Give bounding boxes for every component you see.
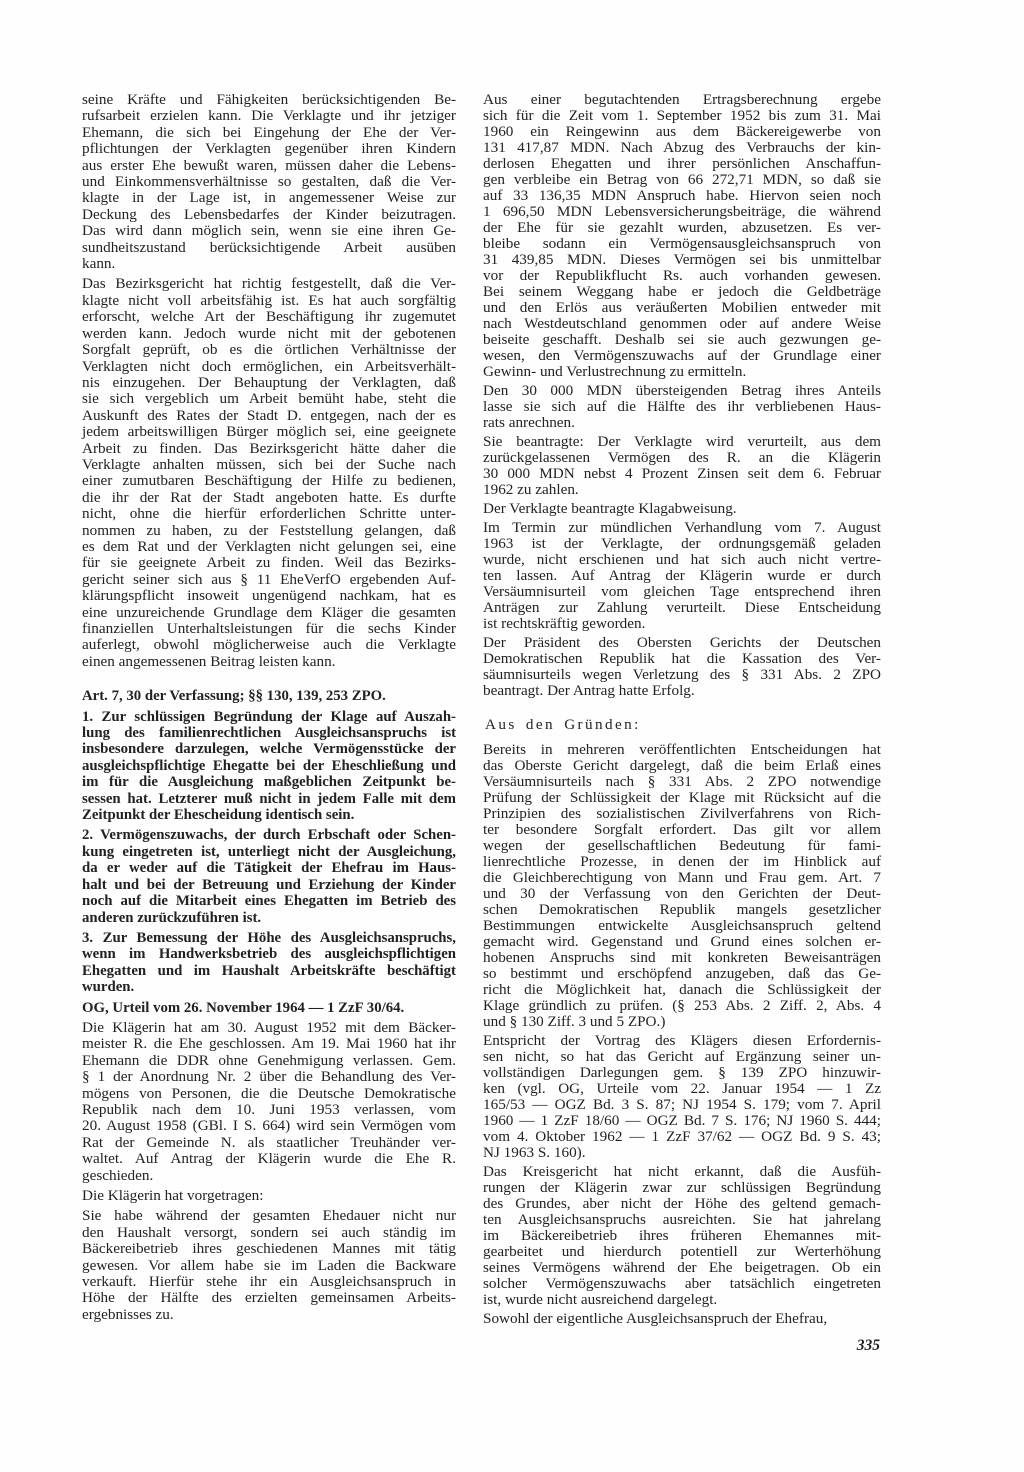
text-line: sie sich vergeblich um Arbeit bemüht habe, steht die xyxy=(82,390,456,408)
text-line: Rat der Gemeinde N. als staatlicher Treuhänder ver- xyxy=(82,1133,456,1151)
body-paragraph xyxy=(483,383,881,431)
text-line: nach Westdeutschland genommen oder auf andere Weise xyxy=(483,315,881,332)
text-line: NJ 1963 S. 160). xyxy=(483,1144,586,1161)
text-line: 1 696,50 MDN Lebensversicherungsbeiträge, die während xyxy=(483,203,881,220)
text-line: Gewinn- und Verlustrechnung zu ermitteln. xyxy=(483,363,747,380)
text-line: lung des familienrechtlichen Ausgleichsanspruchs ist xyxy=(82,725,456,742)
text-line: sen nicht, so hat das Gericht auf Ergänzung seiner un- xyxy=(483,1048,881,1065)
text-line: Anträgen zur Zahlung verurteilt. Diese Entscheidung xyxy=(483,599,881,616)
text-line: solcher Vermögenszuwachs aber tatsächlich eingetreten xyxy=(483,1275,881,1292)
text-line: so bestimmt und erschöpfend anzugeben, daß das Ge- xyxy=(483,965,881,982)
text-line: Sowohl der eigentliche Ausgleichsanspruch der Ehefrau, xyxy=(483,1310,828,1327)
text-line: zurückgelassenen Vermögen des R. an die Klägerin xyxy=(483,449,881,466)
text-line: Sie habe während der gesamten Ehedauer nicht nur xyxy=(82,1207,456,1225)
body-paragraph xyxy=(82,276,456,670)
text-line: rats anrechnen. xyxy=(483,414,575,431)
text-line: Den 30 000 MDN übersteigenden Betrag ihres Anteils xyxy=(483,382,881,399)
text-line: den Haushalt versorgt, sondern sei auch ständig im xyxy=(82,1223,456,1241)
text-line: sundheitszustand berücksichtigende Arbeit ausüben xyxy=(82,238,456,256)
text-line: noch auf die Mitarbeit eines Ehegatten im Betrieb des xyxy=(82,893,456,910)
text-line: da er weder auf die Tätigkeit der Ehefrau im Haus- xyxy=(82,860,456,877)
text-line: ten lassen. Auf Antrag der Klägerin wurde er durch xyxy=(483,567,881,584)
citation-heading-block xyxy=(82,688,456,704)
text-line: für sie geeignete Arbeit zu finden. Weil das Bezirks- xyxy=(82,554,456,572)
text-line: mögens von Personen, die die Deutsche Demokratische xyxy=(82,1084,456,1102)
text-line: auf 33 136,35 MDN Anspruch habe. Hiervon seien noch xyxy=(483,187,881,204)
text-line: derlosen Ehegatten und ihrer persönlichen Anschaffun- xyxy=(483,155,881,172)
text-line: nis einzugehen. Der Behauptung der Verklagten, daß xyxy=(82,373,456,391)
text-line: Versäumnisurteils nach § 331 Abs. 2 ZPO notwendige xyxy=(483,773,881,790)
text-line: Das wird dann möglich sein, wenn sie eine ihren Ge- xyxy=(82,222,456,240)
text-line: säumnisurteils wegen Verletzung des § 331 Abs. 2 ZPO xyxy=(483,666,881,683)
text-line: Auskunft des Rates der Stadt D. entgegen, nach der es xyxy=(82,406,456,424)
text-line: werden kann. Jedoch wurde nicht mit der gebotenen xyxy=(82,324,456,342)
text-line: Die Klägerin hat vorgetragen: xyxy=(82,1187,264,1204)
text-line: finanziellen Unterhaltsleistungen für die sechs Kinder xyxy=(82,620,456,637)
left-column xyxy=(82,92,456,1323)
text-line: 165/53 — OGZ Bd. 3 S. 87; NJ 1954 S. 179; vom 7. April xyxy=(483,1096,881,1113)
text-line: Die Klägerin hat am 30. August 1952 mit dem Bäcker- xyxy=(82,1018,456,1036)
text-line: vom 4. Oktober 1962 — 1 ZzF 37/62 — OGZ Bd. 9 S. 43; xyxy=(483,1128,881,1145)
text-line: ken (vgl. OG, Urteile vom 22. Januar 1954 — 1 Zz xyxy=(483,1080,881,1097)
text-line: 2. Vermögenszuwachs, der durch Erbschaft oder Schen- xyxy=(82,827,456,844)
text-line: seine Kräfte und Fähigkeiten berücksichtigenden Be- xyxy=(82,91,456,108)
text-line: nicht, ohne die hierfür erforderlichen Schritte unter- xyxy=(82,505,456,523)
text-line: Verklagten nicht doch ermöglichen, ein Arbeitsverhält- xyxy=(82,357,456,375)
text-line: 1960 — 1 ZzF 18/60 — OGZ Bd. 7 S. 176; NJ 1960 S. 444; xyxy=(483,1112,881,1129)
text-line: ist rechtskräftig geworden. xyxy=(483,615,646,632)
text-line: lasse sie sich auf die Hälfte des ihr verbliebenen Haus- xyxy=(483,398,881,415)
text-line: Prüfung der Schlüssigkeit der Klage mit Rücksicht auf die xyxy=(483,789,881,806)
text-line: Bei seinem Weggang habe er jedoch die Geldbeträge xyxy=(483,283,881,300)
body-paragraph xyxy=(483,92,881,380)
text-line: ter besondere Sorgfalt erfordert. Das gilt vor allem xyxy=(483,821,881,838)
text-line: 1960 ein Reingewinn aus dem Bäckereigewerbe von xyxy=(483,123,881,140)
text-line: beantragt. Der Antrag hatte Erfolg. xyxy=(483,682,695,699)
text-line: 31 439,85 MDN. Dieses Vermögen sei bis unmittelbar xyxy=(483,251,881,268)
text-line: im für die Ausgleichung maßgeblichen Zeitpunkt be- xyxy=(82,774,456,791)
text-line: gearbeitet und hierdurch potentiell zur Werterhöhung xyxy=(483,1243,881,1260)
text-line: 1. Zur schlüssigen Begründung der Klage auf Auszah- xyxy=(82,708,456,725)
text-line: im Bäckereibetrieb ihres früheren Ehemannes mit- xyxy=(483,1227,881,1244)
body-paragraph xyxy=(82,1208,456,1323)
text-line: schen Demokratischen Republik mangels gesetzlicher xyxy=(483,901,881,918)
text-line: jedem arbeitswilligen Bürger möglich sei, eine geeignete xyxy=(82,423,456,441)
text-line: Höhe der Hälfte des erzielten gemeinsamen Arbeits- xyxy=(82,1289,456,1307)
text-line: geschieden. xyxy=(82,1166,154,1184)
text-line: gericht seiner sich aus § 11 EheVerfO ergebenden Auf- xyxy=(82,570,456,588)
text-line: pflichtungen der Verklagten gegenüber ihren Kindern xyxy=(82,140,456,158)
text-line: der Ehe für sie gezahlt wurden, abzusetzen. Es ver- xyxy=(483,219,881,236)
text-line: Deckung des Lebensbedarfes der Kinder beizutragen. xyxy=(82,205,456,223)
text-line: Der Präsident des Obersten Gerichts der Deutschen xyxy=(483,634,881,651)
text-line: und Einkommensverhältnisse so gestalten, daß die Ver- xyxy=(82,173,456,191)
text-line: und 30 der Verfassung von den Gerichten der Deut- xyxy=(483,885,881,902)
text-line: Der Verklagte beantragte Klagabweisung. xyxy=(483,500,737,517)
text-line: einen angemessenen Beitrag leisten kann. xyxy=(82,652,336,670)
text-line: gemacht wird. Gegenstand und Grund eines solchen er- xyxy=(483,933,881,950)
text-line: Bereits in mehreren veröffentlichten Entscheidungen hat xyxy=(483,741,881,758)
text-line: Prinzipien des sozialistischen Zivilverfahrens von Rich- xyxy=(483,805,881,822)
text-line: Verklagte anhalten müssen, sich bei der Suche nach xyxy=(82,455,456,473)
text-line: ten Ausgleichsanspruchs ausreichten. Sie hat jahrelang xyxy=(483,1211,881,1228)
body-paragraph xyxy=(82,1188,456,1204)
text-line: 1962 zu zahlen. xyxy=(483,481,579,498)
text-line: das Oberste Gericht dargelegt, daß die beim Erlaß eines xyxy=(483,757,881,774)
text-line: Bäckereibetrieb ihres geschiedenen Mannes mit tätig xyxy=(82,1240,456,1258)
body-paragraph xyxy=(483,635,881,699)
text-line: vollständigen Darlegungen gem. § 139 ZPO hinzuwir- xyxy=(483,1064,881,1081)
text-line: Im Termin zur mündlichen Verhandlung vom 7. August xyxy=(483,519,881,536)
citation-heading: Art. 7, 30 der Verfassung; §§ 130, 139, 253 ZPO. xyxy=(82,688,386,705)
page-number: 335 xyxy=(856,1337,880,1354)
text-line: wegen der gesellschaftlichen Bedeutung für fami- xyxy=(483,837,881,854)
text-line: nommen zu haben, zu der Feststellung gelangen, daß xyxy=(82,521,456,539)
text-line: meister R. die Ehe geschlossen. Am 19. Mai 1960 hat ihr xyxy=(82,1035,456,1053)
text-line: rungen der Klägerin zwar zur schlüssigen Begründung xyxy=(483,1179,881,1196)
body-paragraph xyxy=(483,520,881,632)
text-line: gewesen. Vor allem habe sie im Laden die Backware xyxy=(82,1256,456,1274)
text-line: Sorgfalt geprüft, ob es die örtlichen Verhältnisse der xyxy=(82,341,456,359)
text-line: und § 130 Ziff. 3 und 5 ZPO.) xyxy=(483,1013,666,1030)
text-line: Demokratischen Republik hat die Kassation des Ver- xyxy=(483,650,881,667)
text-line: auferlegt, obwohl möglicherweise auch die Verklagte xyxy=(82,636,456,654)
text-line: Sie beantragte: Der Verklagte wird verurteilt, aus dem xyxy=(483,433,881,450)
text-line: einer zumutbaren Beschäftigung der Hilfe zu bedienen, xyxy=(82,472,456,490)
body-paragraph xyxy=(483,742,881,1030)
text-line: ist, wurde nicht ausreichend dargelegt. xyxy=(483,1291,718,1308)
text-line: erforscht, welche Art der Beschäftigung ihr zugemutet xyxy=(82,308,456,326)
body-paragraph xyxy=(483,501,881,517)
text-line: und den Erlös aus veräußerten Mobilien entweder mit xyxy=(483,299,881,316)
right-column xyxy=(483,92,881,1327)
headnote-paragraph xyxy=(82,827,456,925)
text-line: wurden. xyxy=(82,979,135,996)
text-line: hobenen Anspruchs sind mit konkreten Beweisanträgen xyxy=(483,949,881,966)
text-line: ergebnisses zu. xyxy=(82,1305,174,1323)
decision-reference-block xyxy=(82,1000,456,1016)
body-paragraph xyxy=(82,1020,456,1184)
text-line: wesen, den Vermögenszuwachs auf der Grundlage einer xyxy=(483,347,881,364)
headnote-paragraph xyxy=(82,709,456,824)
text-line: Das Kreisgericht hat nicht erkannt, daß die Ausfüh- xyxy=(483,1163,881,1180)
decision-reference: OG, Urteil vom 26. November 1964 — 1 ZzF 30/64. xyxy=(82,999,405,1016)
text-line: kung eingetreten ist, unterliegt nicht der Ausgleichung, xyxy=(82,843,456,860)
section-heading: Aus den Gründen: xyxy=(485,716,641,733)
text-line: Klage gründlich zu prüfen. (§ 253 Abs. 2 Ziff. 2, Abs. 4 xyxy=(483,997,881,1014)
text-line: verkauft. Hierfür stehe ihr ein Ausgleichsanspruch in xyxy=(82,1273,456,1291)
text-line: 3. Zur Bemessung der Höhe des Ausgleichsanspruchs, xyxy=(82,929,456,946)
text-line: Ehegatten und im Haushalt Arbeitskräfte beschäftigt xyxy=(82,962,456,979)
text-line: lienrechtliche Prozesse, in denen der im Hinblick auf xyxy=(483,853,881,870)
text-line: waltet. Auf Antrag der Klägerin wurde die Ehe R. xyxy=(82,1150,456,1168)
text-line: 20. August 1958 (GBl. I S. 664) wird sein Vermögen vom xyxy=(82,1117,456,1135)
text-line: 131 417,87 MDN. Nach Abzug des Verbrauchs der kin- xyxy=(483,139,881,156)
text-line: es dem Rat und der Verklagten nicht gelungen sei, eine xyxy=(82,537,456,555)
text-line: klagte in der Lage ist, in angemessener Weise zur xyxy=(82,189,456,207)
text-line: Arbeit zu finden. Das Bezirksgericht hätte daher die xyxy=(82,439,456,457)
text-line: eine unzureichende Grundlage dem Kläger die gesamten xyxy=(82,603,456,621)
text-line: klagte nicht voll arbeitsfähig ist. Es hat auch sorgfältig xyxy=(82,291,456,309)
text-line: beiseite geschafft. Deshalb sei sie auch gezwungen ge- xyxy=(483,331,881,348)
text-line: bleibe sodann ein Vermögensausgleichsanspruch von xyxy=(483,235,881,252)
text-line: gen verbleibe ein Betrag von 66 272,71 MDN, so daß sie xyxy=(483,171,881,188)
text-line: Ehemann die DDR ohne Genehmigung verlassen. Gem. xyxy=(82,1051,456,1069)
body-paragraph xyxy=(483,1311,881,1327)
text-line: Das Bezirksgericht hat richtig festgestellt, daß die Ver- xyxy=(82,275,456,293)
text-line: aus erster Ehe bewußt waren, müssen daher die Lebens- xyxy=(82,156,456,174)
text-line: 30 000 MDN nebst 4 Prozent Zinsen seit dem 6. Februar xyxy=(483,465,881,482)
body-paragraph xyxy=(483,1033,881,1161)
body-paragraph xyxy=(483,434,881,498)
text-line: klärungspflicht insoweit ungenügend nachkam, hat es xyxy=(82,587,456,605)
text-line: sessen hat. Letzterer muß nicht in jedem Falle mit dem xyxy=(82,790,456,807)
headnote-paragraph xyxy=(82,930,456,996)
text-line: wurde, nicht erschienen und hat sich auch nicht vertre- xyxy=(483,551,881,568)
text-line: Aus einer begutachtenden Ertragsberechnung ergebe xyxy=(483,91,881,108)
text-line: die ihr der Rat der Stadt angeboten hatte. Es durfte xyxy=(82,488,456,506)
text-line: Entspricht der Vortrag des Klägers diesen Erfordernis- xyxy=(483,1032,881,1049)
text-line: Ehemann, die sich bei Eingehung der Ehe der Ver- xyxy=(82,123,456,141)
text-line: 1963 ist der Verklagte, der ordnungsgemäß geladen xyxy=(483,535,881,552)
body-paragraph xyxy=(82,92,456,272)
text-line: wenn im Handwerksbetrieb des ausgleichspflichtigen xyxy=(82,946,456,963)
text-line: ausgleichspflichtige Ehegatte bei der Eheschließung und xyxy=(82,757,456,774)
text-line: die Gleichberechtigung von Mann und Frau gem. Art. 7 xyxy=(483,869,881,886)
text-line: rufsarbeit erzielen kann. Die Verklagte und ihr jetziger xyxy=(82,107,456,125)
text-line: kann. xyxy=(82,255,116,273)
text-line: Bestimmungen entwickelte Ausgleichsanspruch geltend xyxy=(483,917,881,934)
text-line: Republik nach dem 10. Juni 1953 verlassen, vom xyxy=(82,1100,456,1118)
text-line: § 1 der Anordnung Nr. 2 über die Behandlung des Ver- xyxy=(82,1068,456,1086)
text-line: sich für die Zeit vom 1. September 1952 bis zum 31. Mai xyxy=(483,107,881,124)
text-line: richt die Möglichkeit hat, danach die Schlüssigkeit der xyxy=(483,981,881,998)
text-line: halt und bei der Betreuung und Erziehung der Kinder xyxy=(82,876,456,893)
text-line: Zeitpunkt der Ehescheidung identisch sein. xyxy=(82,807,355,824)
text-line: vor der Republikflucht Rs. auch vorhanden gewesen. xyxy=(483,267,881,284)
text-line: anderen zurückzuführen ist. xyxy=(82,909,262,926)
text-line: Versäumnisurteil vom gleichen Tage entsprechend ihren xyxy=(483,583,881,600)
text-line: insbesondere darzulegen, welche Vermögensstücke der xyxy=(82,741,456,758)
body-paragraph xyxy=(483,1164,881,1308)
text-line: des Grundes, aber nicht der Höhe des geltend gemach- xyxy=(483,1195,881,1212)
text-line: seines Vermögens während der Ehe beigetragen. Ob ein xyxy=(483,1259,881,1276)
